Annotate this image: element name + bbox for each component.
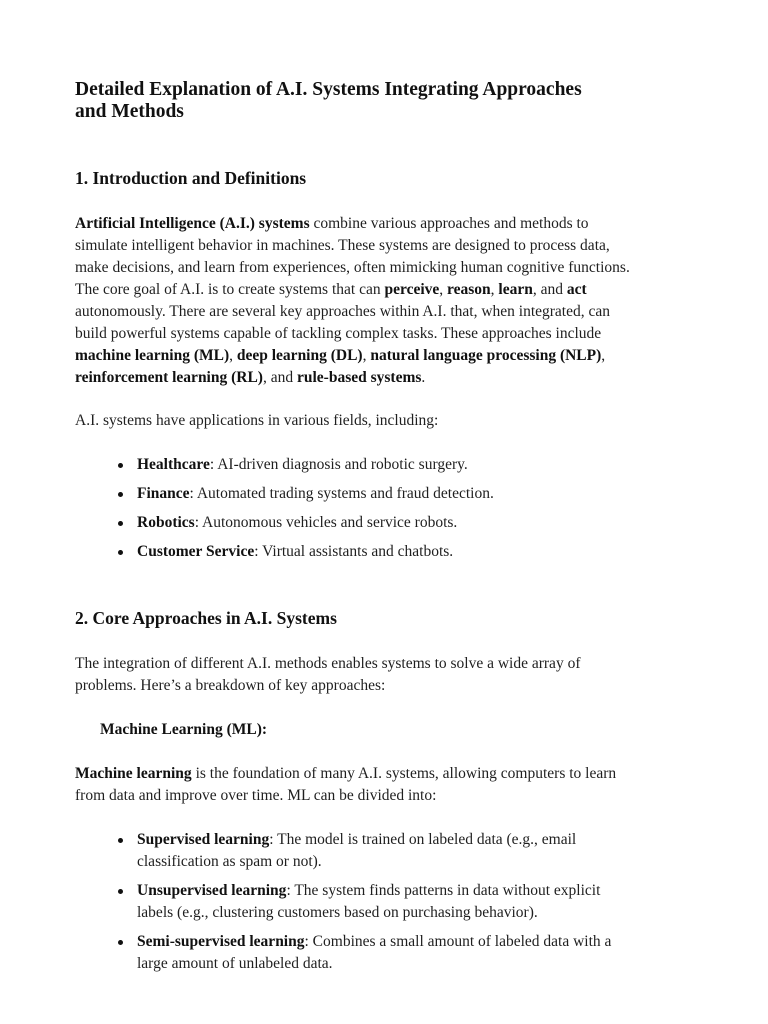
text-run: : Virtual assistants and chatbots.	[254, 543, 454, 560]
bullet-icon	[118, 838, 123, 843]
text-run: ,	[362, 347, 371, 364]
list-item	[137, 512, 457, 534]
bullet-icon	[118, 889, 123, 894]
bold-term: Unsupervised learning	[137, 882, 287, 899]
text-run: A.I. systems have applications in various fields, including:	[75, 412, 439, 429]
text-run: : The model is trained on labeled data (e.g., email	[269, 831, 577, 848]
text-run: from data and improve over time. ML can be divided into:	[75, 787, 437, 804]
section-2-heading: 2. Core Approaches in A.I. Systems	[75, 608, 337, 628]
text-run: : Automated trading systems and fraud detection.	[189, 485, 494, 502]
text-run: : Combines a small amount of labeled data with a	[304, 933, 612, 950]
text-run: problems. Here’s a breakdown of key approaches:	[75, 677, 386, 694]
bold-term: Supervised learning	[137, 831, 270, 848]
text-line	[75, 763, 616, 785]
bullet-icon	[118, 521, 123, 526]
bullet-icon	[118, 492, 123, 497]
list-item	[137, 829, 576, 873]
text-run: classification as spam or not).	[137, 853, 322, 870]
bold-term: Customer Service	[137, 543, 255, 560]
bold-term: rule-based systems	[296, 369, 422, 386]
text-line	[137, 931, 611, 953]
bold-term: act	[566, 281, 587, 298]
bold-term: Robotics	[137, 514, 195, 531]
bold-term: deep learning (DL)	[236, 347, 363, 364]
text-run: .	[421, 369, 426, 386]
text-line	[75, 653, 580, 675]
bold-term: machine learning (ML)	[75, 347, 230, 364]
text-run: build powerful systems capable of tackling complex tasks. These approaches include	[75, 325, 602, 342]
text-line	[75, 785, 616, 807]
text-line	[137, 454, 468, 476]
list-item	[137, 483, 494, 505]
bold-term: learn	[498, 281, 533, 298]
text-run: The core goal of A.I. is to create systems that can	[75, 281, 385, 298]
bold-term: natural language processing (NLP)	[370, 347, 602, 364]
bullet-icon	[118, 550, 123, 555]
text-line	[75, 301, 630, 323]
section-1-heading: 1. Introduction and Definitions	[75, 168, 307, 188]
text-line	[75, 213, 630, 235]
text-run: labels (e.g., clustering customers based on purchasing behavior).	[137, 904, 538, 921]
text-run: ,	[229, 347, 237, 364]
text-run: , and	[262, 369, 297, 386]
text-run: autonomously. There are several key approaches within A.I. that, when integrated, can	[75, 303, 610, 320]
bold-term: reinforcement learning (RL)	[75, 369, 263, 386]
text-line	[137, 512, 457, 534]
text-run: large amount of unlabeled data.	[137, 955, 333, 972]
text-run: , and	[532, 281, 567, 298]
text-run: make decisions, and learn from experiences, often mimicking human cognitive functions.	[75, 259, 630, 276]
applications-paragraph	[75, 410, 438, 432]
bold-term: Finance	[137, 485, 190, 502]
bold-term: reason	[447, 281, 491, 298]
bullet-icon	[118, 463, 123, 468]
text-line	[75, 675, 580, 697]
text-run: The integration of different A.I. methods enables systems to solve a wide array of	[75, 655, 581, 672]
text-line	[75, 367, 630, 389]
list-item	[137, 541, 453, 563]
text-line	[137, 902, 600, 924]
text-line	[75, 257, 630, 279]
ml-subheading: Machine Learning (ML):	[100, 721, 268, 738]
text-line	[137, 483, 494, 505]
ml-paragraph	[75, 763, 616, 807]
text-line	[75, 279, 630, 301]
text-line	[137, 880, 600, 902]
approaches-paragraph	[75, 653, 580, 697]
text-line	[137, 829, 576, 851]
text-line	[75, 345, 630, 367]
title-line: and Methods	[75, 101, 184, 122]
text-line	[75, 235, 630, 257]
bold-term: Machine learning	[75, 765, 192, 782]
bullet-icon	[118, 940, 123, 945]
text-run: ,	[439, 281, 448, 298]
text-run: simulate intelligent behavior in machines. These systems are designed to process data,	[75, 237, 610, 254]
text-run: : Autonomous vehicles and service robots.	[194, 514, 458, 531]
text-line	[75, 323, 630, 345]
bold-term: Artificial Intelligence (A.I.) systems	[75, 215, 310, 232]
text-run: ,	[490, 281, 499, 298]
text-line	[137, 953, 611, 975]
text-line	[137, 541, 453, 563]
text-run: : AI-driven diagnosis and robotic surgery.	[209, 456, 468, 473]
list-item	[137, 931, 611, 975]
bold-term: perceive	[384, 281, 440, 298]
title-line: Detailed Explanation of A.I. Systems Integrating Approaches	[75, 79, 582, 100]
document-title	[75, 79, 582, 123]
list-item	[137, 880, 600, 924]
text-run: is the foundation of many A.I. systems, allowing computers to learn	[191, 765, 617, 782]
text-run: combine various approaches and methods to	[309, 215, 589, 232]
text-run: : The system finds patterns in data without explicit	[286, 882, 601, 899]
text-run: ,	[601, 347, 606, 364]
bold-term: Semi-supervised learning	[137, 933, 305, 950]
text-line	[137, 851, 576, 873]
list-item	[137, 454, 468, 476]
text-line	[75, 410, 438, 432]
bold-term: Healthcare	[137, 456, 210, 473]
intro-paragraph	[75, 213, 630, 389]
